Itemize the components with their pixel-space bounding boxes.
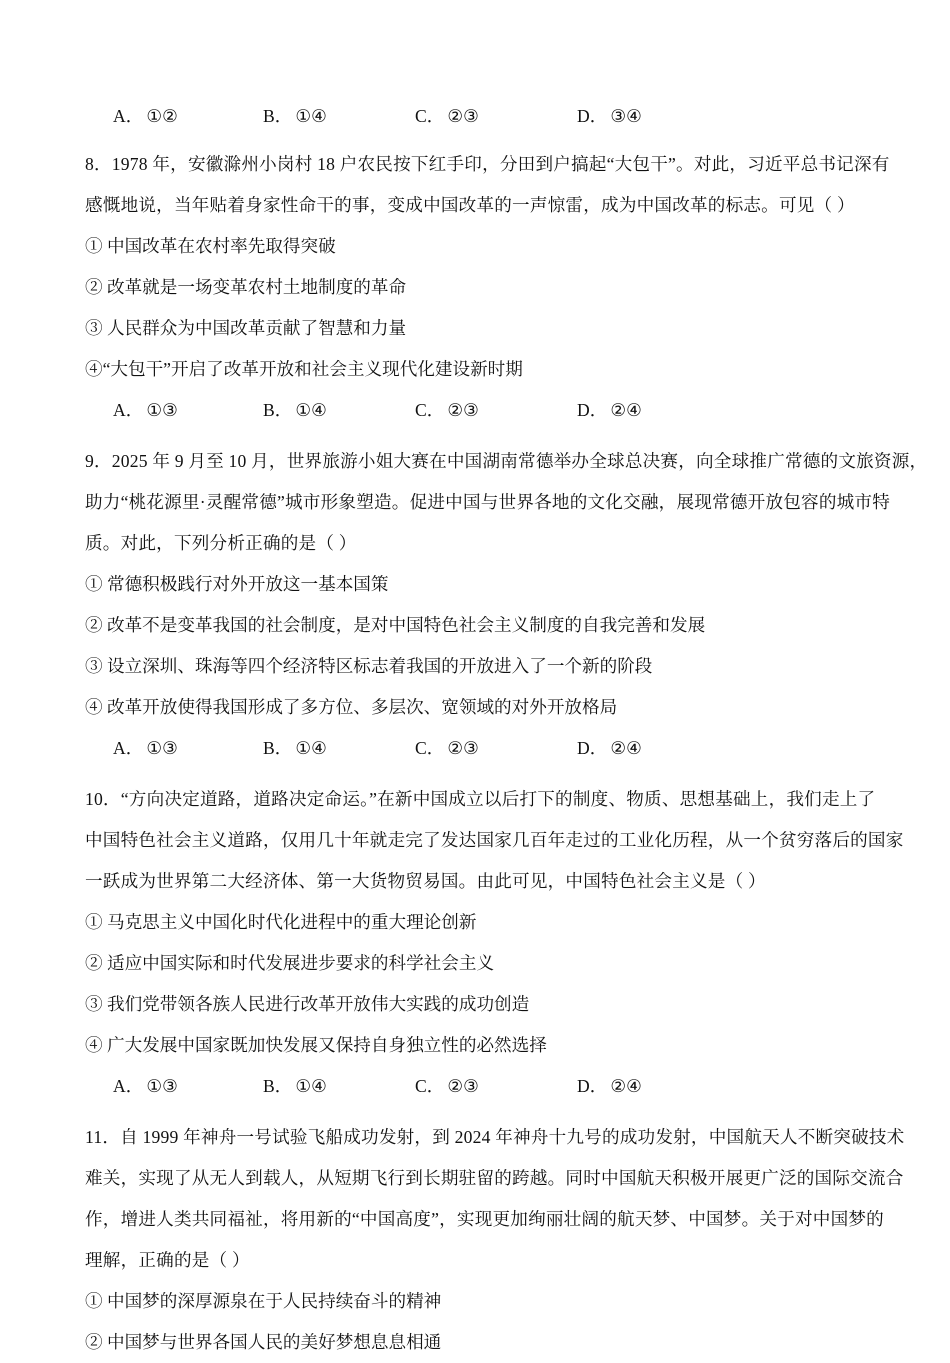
q8-option-c[interactable]: C． ②③ [415, 400, 479, 420]
q8-option-d[interactable]: D． ②④ [577, 400, 642, 420]
question-9 [85, 441, 928, 769]
q8-statement-3: ③ 人民群众为中国改革贡献了智慧和力量 [85, 318, 407, 338]
q11-stem-line: 11．自 1999 年神舟一号试验飞船成功发射，到 2024 年神舟十九号的成功发射，中国航天人不断突破技术 [85, 1127, 905, 1147]
spacer [85, 431, 872, 441]
q7-option-b[interactable]: B． ①④ [263, 106, 327, 126]
q11-stem-line: 理解，正确的是（ ） [85, 1250, 250, 1270]
q11-stem-line: 作，增进人类共同福祉，将用新的“中国高度”，实现更加绚丽壮阔的航天梦、中国梦。关于对中国梦的 [85, 1209, 884, 1229]
q9-options-row [85, 728, 872, 769]
question-10 [85, 779, 904, 1107]
q9-statement-2: ② 改革不是变革我国的社会制度，是对中国特色社会主义制度的自我完善和发展 [85, 615, 706, 635]
q10-options-row [85, 1066, 872, 1107]
q9-stem [85, 441, 928, 564]
q9-stem-line: 助力“桃花源里·灵醒常德”城市形象塑造。促进中国与世界各地的文化交融，展现常德开放包容的城市特 [85, 492, 891, 512]
q10-statement-3: ③ 我们党带领各族人民进行改革开放伟大实践的成功创造 [85, 994, 530, 1014]
q9-option-d[interactable]: D． ②④ [577, 738, 642, 758]
q9-statement-4: ④ 改革开放使得我国形成了多方位、多层次、宽领域的对外开放格局 [85, 697, 618, 717]
q9-option-a[interactable]: A． ①③ [113, 738, 178, 758]
q10-option-a[interactable]: A． ①③ [113, 1076, 178, 1096]
q8-stem [85, 144, 890, 226]
q10-option-b[interactable]: B． ①④ [263, 1076, 327, 1096]
spacer [85, 769, 872, 779]
q10-stem-line: 一跃成为世界第二大经济体、第一大货物贸易国。由此可见，中国特色社会主义是（ ） [85, 871, 766, 891]
spacer [85, 1107, 872, 1117]
q7-option-c[interactable]: C． ②③ [415, 106, 479, 126]
q9-stem-line: 9．2025 年 9 月至 10 月，世界旅游小姐大赛在中国湖南常德举办全球总决赛，向全球推广常德的文旅资源， [85, 451, 928, 471]
q10-stem-line: 中国特色社会主义道路，仅用几十年就走完了发达国家几百年走过的工业化历程，从一个贫穷落后的国家 [85, 830, 904, 850]
q7-option-d[interactable]: D． ③④ [577, 106, 642, 126]
q9-statement-1: ① 常德积极践行对外开放这一基本国策 [85, 574, 389, 594]
spacer [85, 137, 872, 144]
q11-stem [85, 1117, 905, 1281]
q11-statement-2: ② 中国梦与世界各国人民的美好梦想息息相通 [85, 1332, 442, 1352]
q8-options-row [85, 390, 872, 431]
q11-stem-line: 难关，实现了从无人到载人，从短期飞行到长期驻留的跨越。同时中国航天积极开展更广泛的国际交流合 [85, 1168, 904, 1188]
q9-option-b[interactable]: B． ①④ [263, 738, 327, 758]
q10-option-d[interactable]: D． ②④ [577, 1076, 642, 1096]
q10-statement-1: ① 马克思主义中国化时代化进程中的重大理论创新 [85, 912, 477, 932]
question-8 [85, 144, 890, 431]
q9-statement-3: ③ 设立深圳、珠海等四个经济特区标志着我国的开放进入了一个新的阶段 [85, 656, 653, 676]
q10-stem-line: 10．“方向决定道路，道路决定命运。”在新中国成立以后打下的制度、物质、思想基础上，我们走上了 [85, 789, 876, 809]
q8-stem-line: 感慨地说，当年贴着身家性命干的事，变成中国改革的一声惊雷，成为中国改革的标志。可见（ ） [85, 195, 855, 215]
q8-option-b[interactable]: B． ①④ [263, 400, 327, 420]
q10-statement-2: ② 适应中国实际和时代发展进步要求的科学社会主义 [85, 953, 495, 973]
q8-option-a[interactable]: A． ①③ [113, 400, 178, 420]
q8-stem-line: 8．1978 年，安徽滁州小岗村 18 户农民按下红手印，分田到户搞起“大包干”。对此，习近平总书记深有 [85, 154, 890, 174]
q9-stem-line: 质。对此，下列分析正确的是（ ） [85, 533, 357, 553]
q8-statement-1: ① 中国改革在农村率先取得突破 [85, 236, 336, 256]
q10-option-c[interactable]: C． ②③ [415, 1076, 479, 1096]
q7-option-a[interactable]: A． ①② [113, 106, 178, 126]
q11-statement-1: ① 中国梦的深厚源泉在于人民持续奋斗的精神 [85, 1291, 442, 1311]
q8-statement-4: ④“大包干”开启了改革开放和社会主义现代化建设新时期 [85, 359, 523, 379]
q8-statement-2: ② 改革就是一场变革农村土地制度的革命 [85, 277, 407, 297]
q7-options-row [85, 96, 872, 137]
q10-statement-4: ④ 广大发展中国家既加快发展又保持自身独立性的必然选择 [85, 1035, 547, 1055]
q10-stem [85, 779, 904, 902]
q9-option-c[interactable]: C． ②③ [415, 738, 479, 758]
question-11 [85, 1117, 905, 1363]
